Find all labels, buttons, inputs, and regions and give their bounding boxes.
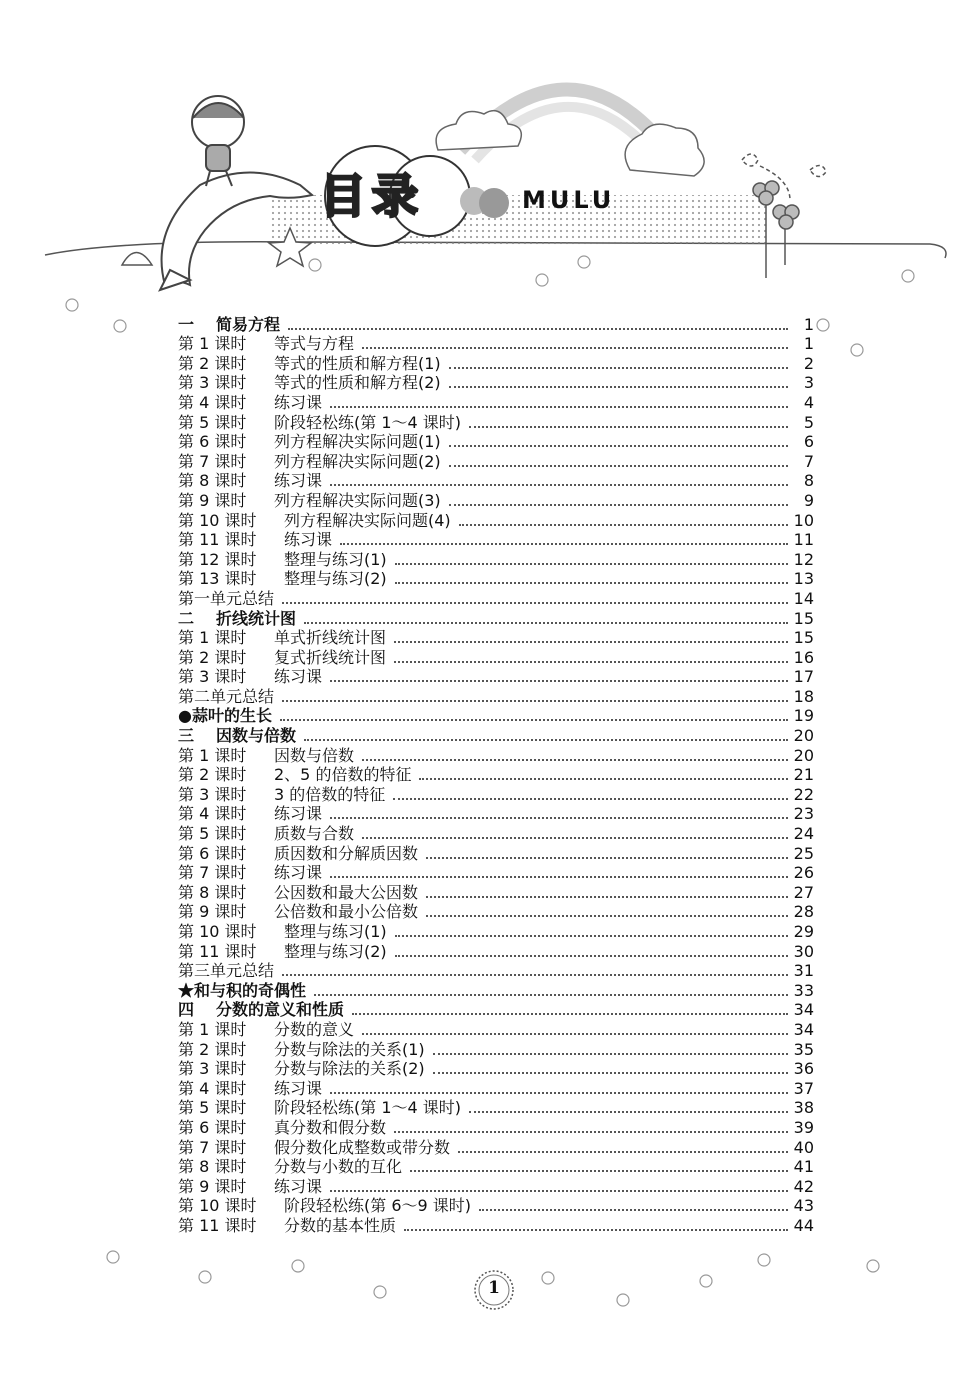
toc-row-title: 分数与除法的关系(2) — [274, 1059, 425, 1079]
toc-row-title: 公倍数和最小公倍数 — [274, 902, 419, 922]
toc-row-page-number: 11 — [793, 530, 814, 550]
toc-row-page-number: 2 — [803, 353, 814, 373]
toc-row-page-number: 41 — [793, 1157, 814, 1177]
toc-row-label: 第 10 课时 — [178, 1196, 257, 1216]
toc-lesson-row[interactable] — [178, 1039, 814, 1059]
toc-row-page-number: 20 — [793, 726, 814, 746]
toc-row-label: 四 — [178, 1000, 195, 1020]
toc-row-label: 第 9 课时 — [178, 490, 247, 510]
toc-row-title: 练习课 — [274, 667, 323, 687]
toc-row-page-number: 21 — [793, 765, 814, 785]
toc-lesson-row[interactable] — [178, 490, 814, 510]
toc-row-title: 等式的性质和解方程(1) — [274, 353, 441, 373]
dot-leader — [469, 426, 788, 428]
toc-lesson-row[interactable] — [178, 882, 814, 902]
toc-row-page-number: 1 — [803, 314, 814, 334]
toc-row-label: 第 7 课时 — [178, 1137, 247, 1157]
toc-row-title: 第一单元总结 — [178, 588, 275, 608]
toc-lesson-row[interactable] — [178, 1176, 814, 1196]
toc-row-label: 第 11 课时 — [178, 530, 257, 550]
toc-row-label: 第 11 课时 — [178, 1215, 257, 1235]
toc-row-page-number: 37 — [793, 1078, 814, 1098]
toc-row-label: 第 2 课时 — [178, 647, 247, 667]
toc-lesson-row[interactable] — [178, 1019, 814, 1039]
toc-row-page-number: 42 — [793, 1176, 814, 1196]
page-title: 目录 — [320, 169, 424, 223]
toc-row-label: 二 — [178, 608, 195, 628]
toc-row-label: 第 2 课时 — [178, 353, 247, 373]
toc-row-title: 列方程解决实际问题(2) — [274, 451, 441, 471]
toc-row-page-number: 6 — [803, 432, 814, 452]
toc-row-label: 第 6 课时 — [178, 432, 247, 452]
toc-row-label: 第 7 课时 — [178, 451, 247, 471]
toc-special-row[interactable] — [178, 980, 814, 1000]
toc-row-label: 第 1 课时 — [178, 1019, 247, 1039]
toc-row-page-number: 31 — [793, 961, 814, 981]
toc-lesson-row[interactable] — [178, 569, 814, 589]
dot-leader — [304, 622, 788, 624]
dot-leader — [395, 582, 788, 584]
toc-row-page-number: 17 — [793, 667, 814, 687]
dot-leader — [393, 798, 787, 800]
toc-lesson-row[interactable] — [178, 1078, 814, 1098]
toc-row-label: 第 1 课时 — [178, 334, 247, 354]
toc-lesson-row[interactable] — [178, 510, 814, 530]
toc-lesson-row[interactable] — [178, 647, 814, 667]
toc-row-label: 第 10 课时 — [178, 922, 257, 941]
dot-leader — [458, 1151, 788, 1153]
dot-leader — [288, 328, 788, 330]
dot-leader — [330, 876, 788, 878]
toc-row-label: 第 8 课时 — [178, 471, 247, 491]
toc-row-title: 简易方程 — [216, 314, 281, 334]
toc-row-page-number: 40 — [793, 1137, 814, 1157]
toc-row-page-number: 16 — [793, 647, 814, 667]
toc-row-title: 整理与练习(1) — [284, 549, 387, 569]
toc-lesson-row[interactable] — [178, 334, 814, 354]
dot-leader — [330, 1190, 788, 1192]
toc-row-title: 整理与练习(2) — [284, 941, 387, 961]
toc-row-page-number: 10 — [793, 510, 814, 530]
toc-lesson-row[interactable] — [178, 863, 814, 883]
toc-row-page-number: 15 — [793, 628, 814, 648]
toc-row-page-number: 22 — [793, 784, 814, 804]
toc-row-page-number: 34 — [793, 1000, 814, 1020]
toc-lesson-row[interactable] — [178, 1196, 814, 1216]
toc-lesson-row[interactable] — [178, 530, 814, 550]
toc-row-title: 阶段轻松练(第 6～9 课时) — [284, 1196, 472, 1216]
table-of-contents — [178, 314, 814, 1235]
toc-row-label: 第 5 课时 — [178, 412, 247, 432]
dot-leader — [394, 661, 788, 663]
cloud-icon — [436, 111, 704, 176]
toc-row-page-number: 33 — [793, 980, 814, 1000]
toc-row-page-number: 8 — [803, 471, 814, 491]
toc-row-title: 分数的意义 — [274, 1019, 355, 1039]
toc-row-title: 因数与倍数 — [274, 745, 355, 765]
toc-row-title: 分数与小数的互化 — [274, 1157, 403, 1177]
toc-row-label: 第 6 课时 — [178, 1117, 247, 1137]
toc-row-title: 第三单元总结 — [178, 961, 275, 981]
toc-row-label: 第 8 课时 — [178, 1157, 247, 1177]
toc-row-title: ●蒜叶的生长 — [178, 706, 272, 726]
toc-row-title: 假分数化成整数或带分数 — [274, 1137, 451, 1157]
toc-row-page-number: 9 — [803, 490, 814, 510]
toc-lesson-row[interactable] — [178, 1059, 814, 1079]
toc-section-row[interactable] — [178, 1000, 814, 1020]
toc-row-label: 第 1 课时 — [178, 628, 247, 648]
toc-row-page-number: 18 — [793, 686, 814, 706]
toc-summary-row[interactable] — [178, 588, 814, 608]
dot-leader — [330, 817, 788, 819]
toc-row-page-number: 43 — [793, 1196, 814, 1216]
dot-leader — [282, 602, 788, 604]
dot-leader — [362, 347, 788, 349]
dot-leader — [419, 778, 787, 780]
toc-row-title: 练习课 — [274, 392, 323, 412]
toc-row-label: 第 7 课时 — [178, 863, 247, 883]
dot-leader — [479, 1209, 788, 1211]
toc-lesson-row[interactable] — [178, 1157, 814, 1177]
toc-row-label: 第 2 课时 — [178, 1039, 247, 1059]
toc-lesson-row[interactable] — [178, 745, 814, 765]
toc-row-label: 第 4 课时 — [178, 1078, 247, 1098]
toc-row-label: 一 — [178, 314, 195, 334]
toc-row-page-number: 34 — [793, 1019, 814, 1039]
toc-row-title: 练习课 — [274, 804, 323, 824]
dot-leader — [449, 367, 788, 369]
toc-row-label: 第 9 课时 — [178, 902, 247, 922]
toc-row-label: 第 9 课时 — [178, 1176, 247, 1196]
dot-leader — [304, 739, 788, 741]
toc-row-page-number: 5 — [803, 412, 814, 432]
toc-summary-row[interactable] — [178, 961, 814, 981]
page-title-latin: MULU — [522, 186, 616, 214]
toc-row-title: 2、5 的倍数的特征 — [274, 765, 412, 785]
toc-row-label: 第 3 课时 — [178, 1059, 247, 1079]
toc-lesson-row[interactable] — [178, 1117, 814, 1137]
dot-leader — [282, 974, 788, 976]
toc-row-label: 第 3 课时 — [178, 667, 247, 687]
toc-row-page-number: 24 — [793, 824, 814, 844]
toc-lesson-row[interactable] — [178, 843, 814, 863]
dot-leader — [449, 465, 788, 467]
toc-lesson-row[interactable] — [178, 823, 814, 843]
toc-row-label: 第 1 课时 — [178, 745, 247, 765]
toc-row-title: 因数与倍数 — [216, 726, 297, 746]
toc-row-label: 第 8 课时 — [178, 882, 247, 902]
toc-lesson-row[interactable] — [178, 902, 814, 922]
toc-row-title: 分数的意义和性质 — [216, 1000, 345, 1020]
dot-leader — [426, 857, 788, 859]
toc-lesson-row[interactable] — [178, 1098, 814, 1118]
toc-row-title: 阶段轻松练(第 1～4 课时) — [274, 1098, 462, 1118]
toc-row-title: 质数与合数 — [274, 824, 355, 844]
toc-row-label: 第 4 课时 — [178, 804, 247, 824]
dot-leader — [449, 445, 788, 447]
dot-leader — [340, 543, 788, 545]
title-box — [320, 158, 424, 228]
toc-row-title: 练习课 — [274, 1176, 323, 1196]
toc-row-page-number: 44 — [793, 1215, 814, 1235]
toc-row-page-number: 15 — [793, 608, 814, 628]
toc-section-row[interactable] — [178, 314, 814, 334]
toc-lesson-row[interactable] — [178, 451, 814, 471]
toc-row-title: 练习课 — [274, 471, 323, 491]
dot-leader — [282, 700, 788, 702]
toc-row-title: 公因数和最大公因数 — [274, 882, 419, 902]
toc-lesson-row[interactable] — [178, 628, 814, 648]
toc-row-page-number: 28 — [793, 902, 814, 922]
header-illustration — [0, 0, 979, 320]
toc-row-label: 第 2 课时 — [178, 765, 247, 785]
dot-leader — [394, 1131, 788, 1133]
toc-row-label: 第 5 课时 — [178, 1098, 247, 1118]
toc-row-title: 列方程解决实际问题(3) — [274, 490, 441, 510]
toc-row-title: 质因数和分解质因数 — [274, 843, 419, 863]
dot-leader — [330, 406, 788, 408]
toc-lesson-row[interactable] — [178, 765, 814, 785]
dot-leader — [449, 386, 788, 388]
toc-row-label: 第 4 课时 — [178, 392, 247, 412]
toc-lesson-row[interactable] — [178, 784, 814, 804]
toc-row-label: 第 5 课时 — [178, 824, 247, 844]
toc-lesson-row[interactable] — [178, 1215, 814, 1235]
toc-lesson-row[interactable] — [178, 471, 814, 491]
toc-row-title: 等式的性质和解方程(2) — [274, 373, 441, 393]
toc-summary-row[interactable] — [178, 686, 814, 706]
toc-row-page-number: 30 — [793, 941, 814, 961]
title-dot — [479, 188, 509, 218]
dot-leader — [330, 680, 788, 682]
toc-row-page-number: 4 — [803, 392, 814, 412]
toc-row-title: 复式折线统计图 — [274, 647, 387, 667]
dot-leader — [469, 1111, 788, 1113]
dot-leader — [426, 896, 788, 898]
toc-row-page-number: 38 — [793, 1098, 814, 1118]
dot-leader — [395, 563, 788, 565]
toc-row-label: 第 12 课时 — [178, 549, 257, 569]
toc-lesson-row[interactable] — [178, 353, 814, 373]
toc-row-title: 单式折线统计图 — [274, 628, 387, 648]
dot-leader — [433, 1072, 788, 1074]
toc-row-page-number: 39 — [793, 1117, 814, 1137]
toc-row-label: 三 — [178, 726, 195, 746]
dot-leader — [314, 994, 788, 996]
toc-row-title: 列方程解决实际问题(4) — [284, 510, 451, 530]
toc-row-title: 整理与练习(1) — [284, 922, 387, 941]
dot-leader — [362, 1033, 788, 1035]
toc-section-row[interactable] — [178, 608, 814, 628]
dot-leader — [362, 837, 788, 839]
toc-row-page-number: 20 — [793, 745, 814, 765]
toc-row-label: 第 3 课时 — [178, 373, 247, 393]
dot-leader — [395, 955, 788, 957]
toc-row-title: 分数的基本性质 — [284, 1215, 397, 1235]
dot-leader — [433, 1053, 788, 1055]
toc-row-page-number: 14 — [793, 588, 814, 608]
dot-leader — [394, 641, 788, 643]
page-number: 1 — [488, 1278, 500, 1298]
dot-leader — [426, 915, 788, 917]
toc-row-title: 折线统计图 — [216, 608, 297, 628]
shell-icon — [122, 253, 152, 266]
toc-lesson-row[interactable] — [178, 549, 814, 569]
toc-lesson-row[interactable] — [178, 667, 814, 687]
toc-row-page-number: 3 — [803, 373, 814, 393]
toc-row-title: 整理与练习(2) — [284, 569, 387, 589]
dot-leader — [410, 1170, 788, 1172]
toc-lesson-row[interactable] — [178, 412, 814, 432]
toc-row-page-number: 27 — [793, 882, 814, 902]
toc-lesson-row[interactable] — [178, 804, 814, 824]
toc-row-title: 等式与方程 — [274, 334, 355, 354]
toc-lesson-row[interactable] — [178, 941, 814, 961]
toc-lesson-row[interactable] — [178, 432, 814, 452]
toc-row-title: 阶段轻松练(第 1～4 课时) — [274, 412, 462, 432]
toc-row-page-number: 12 — [793, 549, 814, 569]
toc-row-page-number: 25 — [793, 843, 814, 863]
dot-leader — [330, 1092, 788, 1094]
toc-row-page-number: 29 — [793, 922, 814, 941]
toc-row-title: 列方程解决实际问题(1) — [274, 432, 441, 452]
toc-row-label: 第 13 课时 — [178, 569, 257, 589]
dot-leader — [362, 759, 788, 761]
toc-row-title: 练习课 — [274, 1078, 323, 1098]
toc-row-title: 第二单元总结 — [178, 686, 275, 706]
dot-leader — [280, 719, 788, 721]
dot-leader — [404, 1229, 788, 1231]
toc-row-title: 分数与除法的关系(1) — [274, 1039, 425, 1059]
toc-row-page-number: 13 — [793, 569, 814, 589]
toc-row-title: 真分数和假分数 — [274, 1117, 387, 1137]
toc-row-label: 第 3 课时 — [178, 784, 247, 804]
toc-special-row[interactable] — [178, 706, 814, 726]
toc-row-title: 练习课 — [284, 530, 333, 550]
toc-row-title: ★和与积的奇偶性 — [178, 980, 307, 1000]
toc-row-title: 练习课 — [274, 863, 323, 883]
toc-row-page-number: 1 — [803, 334, 814, 354]
dot-leader — [395, 935, 788, 937]
toc-row-page-number: 7 — [803, 451, 814, 471]
dot-leader — [352, 1013, 788, 1015]
toc-row-label: 第 10 课时 — [178, 510, 257, 530]
toc-row-title: 3 的倍数的特征 — [274, 784, 386, 804]
toc-lesson-row[interactable] — [178, 1137, 814, 1157]
toc-section-row[interactable] — [178, 725, 814, 745]
toc-row-page-number: 36 — [793, 1059, 814, 1079]
toc-row-page-number: 23 — [793, 804, 814, 824]
dot-leader — [330, 484, 788, 486]
toc-lesson-row[interactable] — [178, 392, 814, 412]
toc-row-page-number: 19 — [793, 706, 814, 726]
toc-lesson-row[interactable] — [178, 921, 814, 941]
toc-row-page-number: 35 — [793, 1039, 814, 1059]
dot-leader — [449, 504, 788, 506]
toc-row-label: 第 6 课时 — [178, 843, 247, 863]
toc-row-label: 第 11 课时 — [178, 941, 257, 961]
toc-row-page-number: 26 — [793, 863, 814, 883]
toc-lesson-row[interactable] — [178, 373, 814, 393]
dot-leader — [459, 524, 788, 526]
